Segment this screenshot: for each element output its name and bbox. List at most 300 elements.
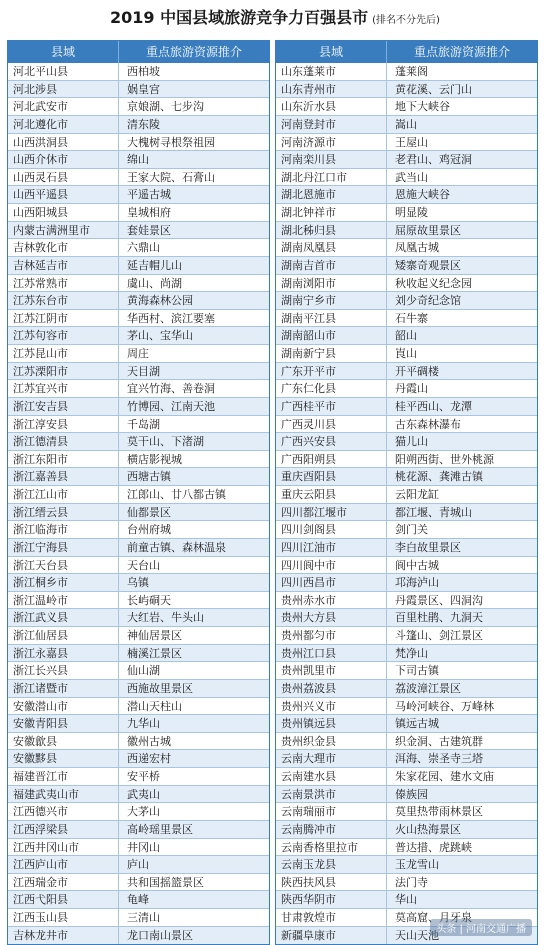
table-row [8,363,269,381]
county-cell: 云南玉龙县 [276,856,387,873]
county-cell: 山东沂水县 [276,98,387,115]
county-cell: 江苏江阴市 [8,310,119,327]
resource-cell: 台州府城 [127,523,171,537]
resource-cell: 百里杜鹃、九洞天 [395,611,483,625]
resource-cell: 天台山 [127,558,160,572]
county-cell: 河南栾川县 [276,151,387,168]
table-row [8,803,269,821]
county-cell: 浙江长兴县 [8,662,119,679]
county-cell: 重庆酉阳县 [276,468,387,485]
county-cell: 山东青州市 [276,81,387,98]
county-cell: 山西洪洞县 [8,134,119,151]
county-cell: 湖北钟祥市 [276,204,387,221]
table-row [276,222,537,240]
resource-cell: 清东陵 [127,117,160,131]
table-row [276,81,537,99]
table-row [8,927,269,945]
resource-cell: 秋收起义纪念园 [395,276,472,290]
county-cell: 浙江桐乡市 [8,574,119,591]
county-cell: 湖南平江县 [276,310,387,327]
table-row [276,292,537,310]
county-cell: 浙江德清县 [8,433,119,450]
table-row [8,151,269,169]
table-row [8,680,269,698]
county-cell: 贵州兴义市 [276,698,387,715]
resource-cell: 庐山 [127,858,149,872]
table-row [276,609,537,627]
county-cell: 山西灵石县 [8,169,119,186]
resource-cell: 马岭河峡谷、万峰林 [395,699,494,713]
resource-cell: 洱海、崇圣寺三塔 [395,752,483,766]
resource-cell: 高岭瑶里景区 [127,822,193,836]
table-row [276,733,537,751]
county-cell: 江苏常熟市 [8,275,119,292]
resource-cell: 天目湖 [127,364,160,378]
resource-cell: 西柏坡 [127,65,160,78]
county-cell: 江苏东台市 [8,292,119,309]
table-row [8,539,269,557]
county-cell: 河北涉县 [8,81,119,98]
resource-cell: 龟峰 [127,893,149,907]
table-row [276,557,537,575]
county-cell: 广东开平市 [276,363,387,380]
table-row [8,839,269,857]
table-row [8,874,269,892]
resource-cell: 娲皇宫 [127,82,160,96]
resource-cell: 都江堰、青城山 [395,505,472,519]
table-row [8,327,269,345]
resource-cell: 下司古镇 [395,664,439,678]
header-resources: 重点旅游资源推介 [413,45,510,59]
county-cell: 浙江嘉善县 [8,468,119,485]
table-row [8,239,269,257]
resource-cell: 武当山 [395,170,428,184]
county-cell: 江西玉山县 [8,909,119,926]
resource-cell: 傣族园 [395,787,428,801]
table-row [276,151,537,169]
resource-cell: 天山天池 [395,928,439,942]
table-row [8,310,269,328]
county-cell: 安徽青阳县 [8,715,119,732]
table-row [8,662,269,680]
table-row [8,292,269,310]
table-row [276,239,537,257]
county-cell: 江苏宜兴市 [8,380,119,397]
table-row [8,416,269,434]
table-row [8,891,269,909]
resource-cell: 猫儿山 [395,435,428,449]
table-row [8,698,269,716]
table-row [8,504,269,522]
table-row [276,416,537,434]
resource-cell: 玉龙雪山 [395,858,439,872]
county-cell: 云南香格里拉市 [276,839,387,856]
table-row [276,345,537,363]
table-row [8,909,269,927]
table-row [276,874,537,892]
county-cell: 四川江油市 [276,539,387,556]
table-row [276,433,537,451]
table-row [276,116,537,134]
resource-cell: 开平碉楼 [395,364,439,378]
county-cell: 江西浮梁县 [8,821,119,838]
resource-cell: 大槐树寻根祭祖园 [127,135,215,149]
resource-cell: 套娃景区 [127,223,171,237]
table-row [276,539,537,557]
county-cell: 贵州织金县 [276,733,387,750]
table-row [8,169,269,187]
resource-cell: 莫高窟、月牙泉 [395,911,472,924]
county-cell: 浙江仙居县 [8,627,119,644]
county-cell: 浙江永嘉县 [8,645,119,662]
resource-cell: 乌镇 [127,576,149,590]
table-row [276,592,537,610]
table-row [8,345,269,363]
resource-cell: 凤凰古城 [395,241,439,255]
county-cell: 贵州荔波县 [276,680,387,697]
table-row [8,222,269,240]
county-cell: 陕西扶风县 [276,874,387,891]
county-cell: 贵州江口县 [276,645,387,662]
county-cell: 河北平山县 [8,63,119,80]
county-cell: 河北遵化市 [8,116,119,133]
table-row [8,821,269,839]
title-note: (排名不分先后) [372,15,440,26]
county-cell: 浙江武义县 [8,609,119,626]
resource-cell: 剑门关 [395,523,428,537]
county-cell: 内蒙古满洲里市 [8,222,119,239]
county-cell: 浙江温岭市 [8,592,119,609]
resource-cell: 虞山、尚湖 [127,276,182,290]
county-cell: 四川剑阁县 [276,521,387,538]
resource-cell: 华西村、滨江要塞 [127,311,215,325]
county-cell: 贵州大方县 [276,609,387,626]
page-title [0,6,550,33]
table-row [276,486,537,504]
table-row [8,257,269,275]
county-cell: 四川阆中市 [276,557,387,574]
resource-cell: 千岛湖 [127,417,160,431]
county-cell: 广西兴安县 [276,433,387,450]
resource-cell: 仙山湖 [127,664,160,678]
county-cell: 云南腾冲市 [276,821,387,838]
resource-cell: 徽州古城 [127,734,171,748]
header-county: 县域 [8,41,119,63]
table-row [276,204,537,222]
resource-cell: 黄花溪、云门山 [395,82,472,96]
table-row [8,786,269,804]
county-cell: 贵州凯里市 [276,662,387,679]
county-cell: 河南登封市 [276,116,387,133]
county-cell: 湖南韶山市 [276,327,387,344]
county-cell: 江苏句容市 [8,327,119,344]
resource-cell: 云阳龙缸 [395,488,439,501]
county-cell: 浙江宁海县 [8,539,119,556]
county-cell: 贵州都匀市 [276,627,387,644]
resource-cell: 井冈山 [127,840,160,854]
county-cell: 湖南宁乡市 [276,292,387,309]
resource-cell: 安平桥 [127,770,160,783]
table-row [276,662,537,680]
county-cell: 重庆云阳县 [276,486,387,503]
county-cell: 山西平遥县 [8,186,119,203]
resource-cell: 潜山天柱山 [127,699,182,713]
resource-cell: 绵山 [127,153,149,167]
table-row [276,891,537,909]
county-cell: 云南瑞丽市 [276,803,387,820]
county-cell: 广东仁化县 [276,380,387,397]
county-cell: 江苏昆山市 [8,345,119,362]
resource-cell: 丹霞景区、四洞沟 [395,593,483,607]
resource-cell: 梵净山 [395,646,428,660]
resource-cell: 织金洞、古建筑群 [395,734,483,748]
resource-cell: 阳朔西街、世外桃源 [395,452,494,466]
county-cell: 福建晋江市 [8,768,119,785]
resource-cell: 屈原故里景区 [395,223,461,237]
resource-cell: 斗篷山、剑江景区 [395,629,483,642]
table-row [8,486,269,504]
resource-cell: 刘少奇纪念馆 [395,294,461,308]
county-cell: 贵州赤水市 [276,592,387,609]
table-row [8,380,269,398]
resource-cell: 长屿硐天 [127,593,171,607]
table-row [276,521,537,539]
table-row [8,186,269,204]
resource-cell: 江郎山、廿八都古镇 [127,488,226,501]
county-cell: 云南大理市 [276,750,387,767]
resource-cell: 横店影视城 [127,452,182,466]
table-row [276,63,537,81]
resource-cell: 宜兴竹海、善卷洞 [127,382,215,396]
county-cell: 浙江临海市 [8,521,119,538]
resource-cell: 莫里热带雨林景区 [395,805,483,819]
resource-cell: 老君山、鸡冠洞 [395,153,472,167]
county-cell: 贵州镇远县 [276,715,387,732]
resource-cell: 地下大峡谷 [395,100,450,114]
resource-cell: 周庄 [127,347,149,360]
county-cell: 湖北恩施市 [276,186,387,203]
table-row [8,81,269,99]
table-row [8,468,269,486]
table-row [8,750,269,768]
table-header [8,41,269,63]
table-row [276,169,537,187]
table-row [8,627,269,645]
table-row [8,733,269,751]
watermark: 头条 | 河南交通广播 [430,919,532,936]
resource-cell: 大茅山 [127,805,160,819]
resource-cell: 石牛寨 [395,311,428,325]
county-cell: 江西弋阳县 [8,891,119,908]
county-cell: 河南济源市 [276,134,387,151]
table-row [8,98,269,116]
table-row [8,574,269,592]
table-row [276,786,537,804]
county-cell: 湖北秭归县 [276,222,387,239]
resource-cell: 三清山 [127,911,160,924]
resource-cell: 京娘湖、七步沟 [127,100,204,114]
resource-cell: 西塘古镇 [127,470,171,484]
table-header [276,41,537,63]
table-row [276,98,537,116]
table-row [276,398,537,416]
county-cell: 云南景洪市 [276,786,387,803]
resource-cell: 竹博园、江南天池 [127,399,215,413]
header-resources: 重点旅游资源推介 [145,45,242,59]
county-cell: 安徽歙县 [8,733,119,750]
right-table-body [276,63,537,944]
resource-cell: 六鼎山 [127,241,160,255]
right-table [275,40,538,945]
county-cell: 云南建水县 [276,768,387,785]
resource-cell: 茅山、宝华山 [127,329,193,343]
county-cell: 山东蓬莱市 [276,63,387,80]
resource-cell: 华山 [395,893,417,907]
table-row [8,63,269,81]
title-text: 2019 中国县域旅游竞争力百强县市 [110,8,369,27]
resource-cell: 古东森林瀑布 [395,417,461,431]
county-cell: 陕西华阴市 [276,891,387,908]
table-row [8,134,269,152]
left-table-body [8,63,269,944]
resource-cell: 王屋山 [395,135,428,149]
resource-cell: 丹霞山 [395,382,428,396]
resource-cell: 桂平西山、龙潭 [395,399,472,413]
county-cell: 四川都江堰市 [276,504,387,521]
county-cell: 江西瑞金市 [8,874,119,891]
table-row [276,186,537,204]
resource-cell: 龙口南山景区 [127,928,193,942]
resource-cell: 平遥古城 [127,188,171,202]
table-row [276,856,537,874]
resource-cell: 镇远古城 [395,717,439,731]
resource-cell: 九华山 [127,717,160,731]
county-cell: 浙江江山市 [8,486,119,503]
county-cell: 四川西昌市 [276,574,387,591]
table-row [276,363,537,381]
table-row [276,750,537,768]
table-row [276,327,537,345]
county-cell: 河北武安市 [8,98,119,115]
resource-cell: 西递宏村 [127,752,171,766]
table-row [8,768,269,786]
county-cell: 安徽潜山市 [8,698,119,715]
resource-cell: 武夷山 [127,787,160,801]
resource-cell: 普达措、虎跳峡 [395,840,472,854]
table-row [8,204,269,222]
resource-cell: 法门寺 [395,875,428,889]
county-cell: 吉林敦化市 [8,239,119,256]
resource-cell: 皇城相府 [127,206,171,219]
table-row [276,468,537,486]
table-row [8,645,269,663]
county-cell: 山西介休市 [8,151,119,168]
resource-cell: 明显陵 [395,206,428,219]
table-row [8,521,269,539]
resource-cell: 阆中古城 [395,558,439,572]
resource-cell: 延吉帽儿山 [127,258,182,272]
table-row [8,398,269,416]
table-row [276,715,537,733]
table-row [8,275,269,293]
resource-cell: 王家大院、石膏山 [127,170,215,184]
table-row [276,275,537,293]
table-row [8,433,269,451]
resource-cell: 神仙居景区 [127,629,182,642]
header-county: 县域 [276,41,387,63]
county-cell: 江苏溧阳市 [8,363,119,380]
table-row [276,451,537,469]
resource-cell: 矮寨奇观景区 [395,258,461,272]
county-cell: 浙江东阳市 [8,451,119,468]
county-cell: 浙江淳安县 [8,416,119,433]
county-cell: 江西井冈山市 [8,839,119,856]
resource-cell: 崀山 [395,347,417,360]
table-row [8,116,269,134]
county-cell: 广西阳朔县 [276,451,387,468]
table-row [8,856,269,874]
table-row [276,821,537,839]
county-cell: 吉林延吉市 [8,257,119,274]
table-row [276,380,537,398]
resource-cell: 桃花源、龚滩古镇 [395,470,483,484]
resource-cell: 黄海森林公园 [127,294,193,308]
county-cell: 浙江安吉县 [8,398,119,415]
resource-cell: 火山热海景区 [395,822,461,836]
left-table [7,40,270,945]
resource-cell: 大红岩、牛头山 [127,611,204,625]
table-row [8,609,269,627]
resource-cell: 蓬莱阁 [395,65,428,78]
table-row [276,310,537,328]
resource-cell: 朱家花园、建水文庙 [395,770,494,783]
county-cell: 新疆阜康市 [276,927,387,945]
resource-cell: 仙都景区 [127,505,171,519]
county-cell: 湖南吉首市 [276,257,387,274]
table-row [276,134,537,152]
resource-cell: 莫干山、下渚湖 [127,435,204,449]
table-row [8,715,269,733]
county-cell: 湖南浏阳市 [276,275,387,292]
county-cell: 浙江诸暨市 [8,680,119,697]
county-cell: 浙江缙云县 [8,504,119,521]
county-cell: 江西德兴市 [8,803,119,820]
county-cell: 福建武夷山市 [8,786,119,803]
county-cell: 甘肃敦煌市 [276,909,387,926]
table-row [276,257,537,275]
resource-cell: 李白故里景区 [395,540,461,554]
resource-cell: 前童古镇、森林温泉 [127,540,226,554]
resource-cell: 共和国摇篮景区 [127,875,204,889]
county-cell: 安徽黟县 [8,750,119,767]
resource-cell: 邛海泸山 [395,576,439,590]
table-row [276,627,537,645]
county-cell: 湖北丹江口市 [276,169,387,186]
table-row [276,680,537,698]
county-cell: 广西桂平市 [276,398,387,415]
county-cell: 浙江天台县 [8,557,119,574]
table-row [276,645,537,663]
county-cell: 吉林龙井市 [8,927,119,945]
table-row [276,698,537,716]
county-cell: 湖南新宁县 [276,345,387,362]
resource-cell: 荔波漳江景区 [395,681,461,695]
table-row [276,839,537,857]
resource-cell: 韶山 [395,329,417,343]
table-row [276,504,537,522]
county-cell: 江西庐山市 [8,856,119,873]
table-row [8,592,269,610]
